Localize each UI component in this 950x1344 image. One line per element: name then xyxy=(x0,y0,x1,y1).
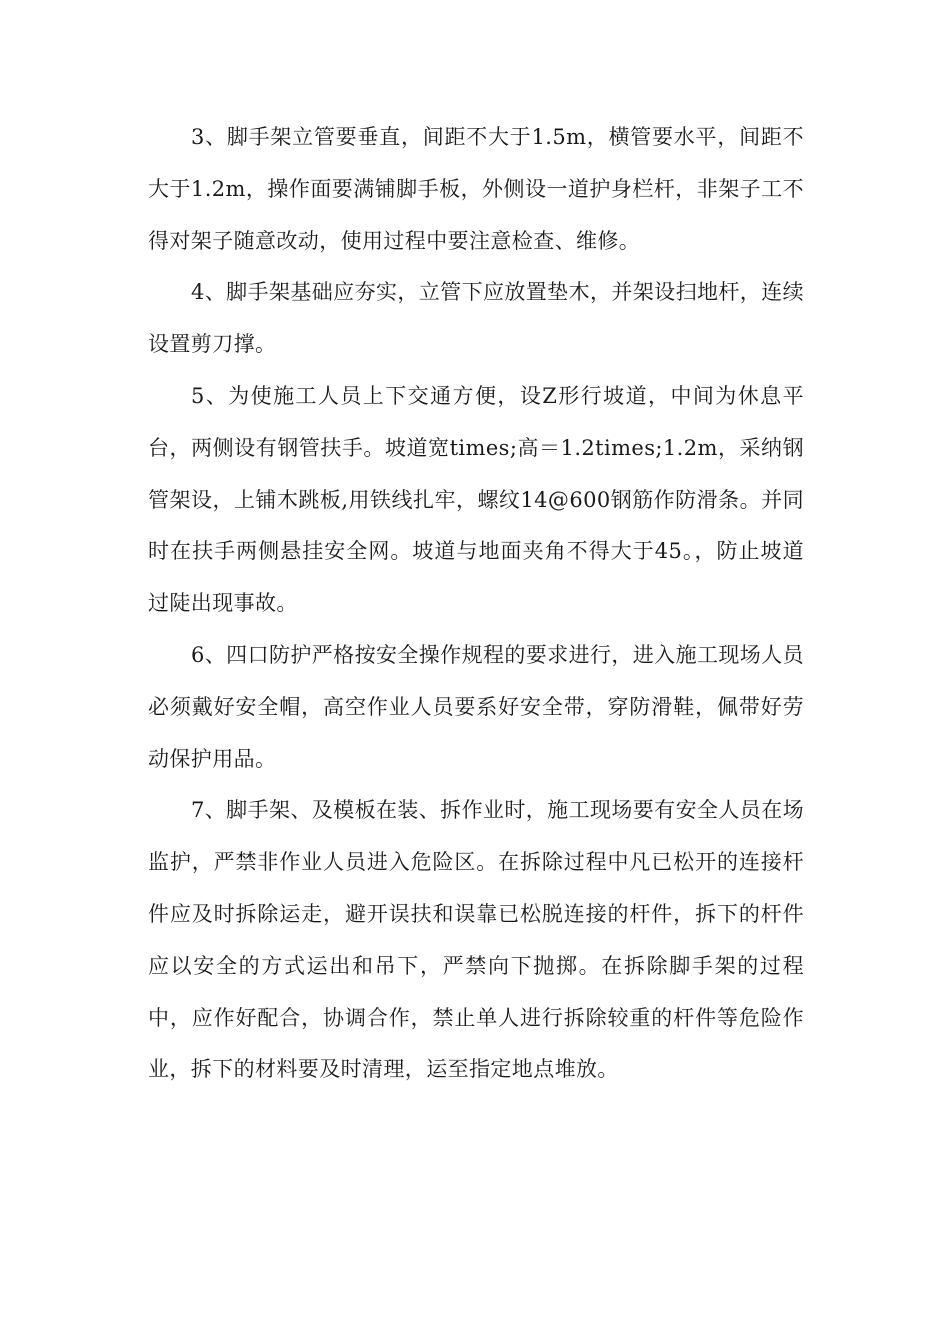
paragraph-item-3: 3、脚手架立管要垂直，间距不大于1.5m，横管要水平，间距不大于1.2m，操作面要满铺脚手板，外侧设一道护身栏杆，非架子工不得对架子随意改动，使用过程中要注意检查、维修。 xyxy=(148,125,804,253)
document-body xyxy=(148,112,804,1096)
paragraph-item-5: 5、为使施工人员上下交通方便，设Z形行坡道，中间为休息平台，两侧设有钢管扶手。坡道宽times;高＝1.2times;1.2m，采纳钢管架设，上铺木跳板,用铁线扎牢，螺纹14@600钢筋作防滑条。并同时在扶手两侧悬挂安全网。坡道与地面夹角不得大于45。，防止坡道过陡出现事故。 xyxy=(148,383,804,616)
paragraph-item-4: 4、脚手架基础应夯实，立管下应放置垫木，并架设扫地杆，连续设置剪刀撑。 xyxy=(148,280,804,357)
paragraph-item-6: 6、四口防护严格按安全操作规程的要求进行，进入施工现场人员必须戴好安全帽，高空作业人员要系好安全带，穿防滑鞋，佩带好劳动保护用品。 xyxy=(148,642,804,771)
paragraph-item-7: 7、脚手架、及模板在装、拆作业时，施工现场要有安全人员在场监护，严禁非作业人员进入危险区。在拆除过程中凡已松开的连接杆件应及时拆除运走，避开误扶和误靠已松脱连接的杆件，拆下的杆件应以安全的方式运出和吊下，严禁向下抛掷。在拆除脚手架的过程中，应作好配合，协调合作，禁止单人进行拆除较重的杆件等危险作业，拆下的材料要及时清理，运至指定地点堆放。 xyxy=(148,798,804,1082)
